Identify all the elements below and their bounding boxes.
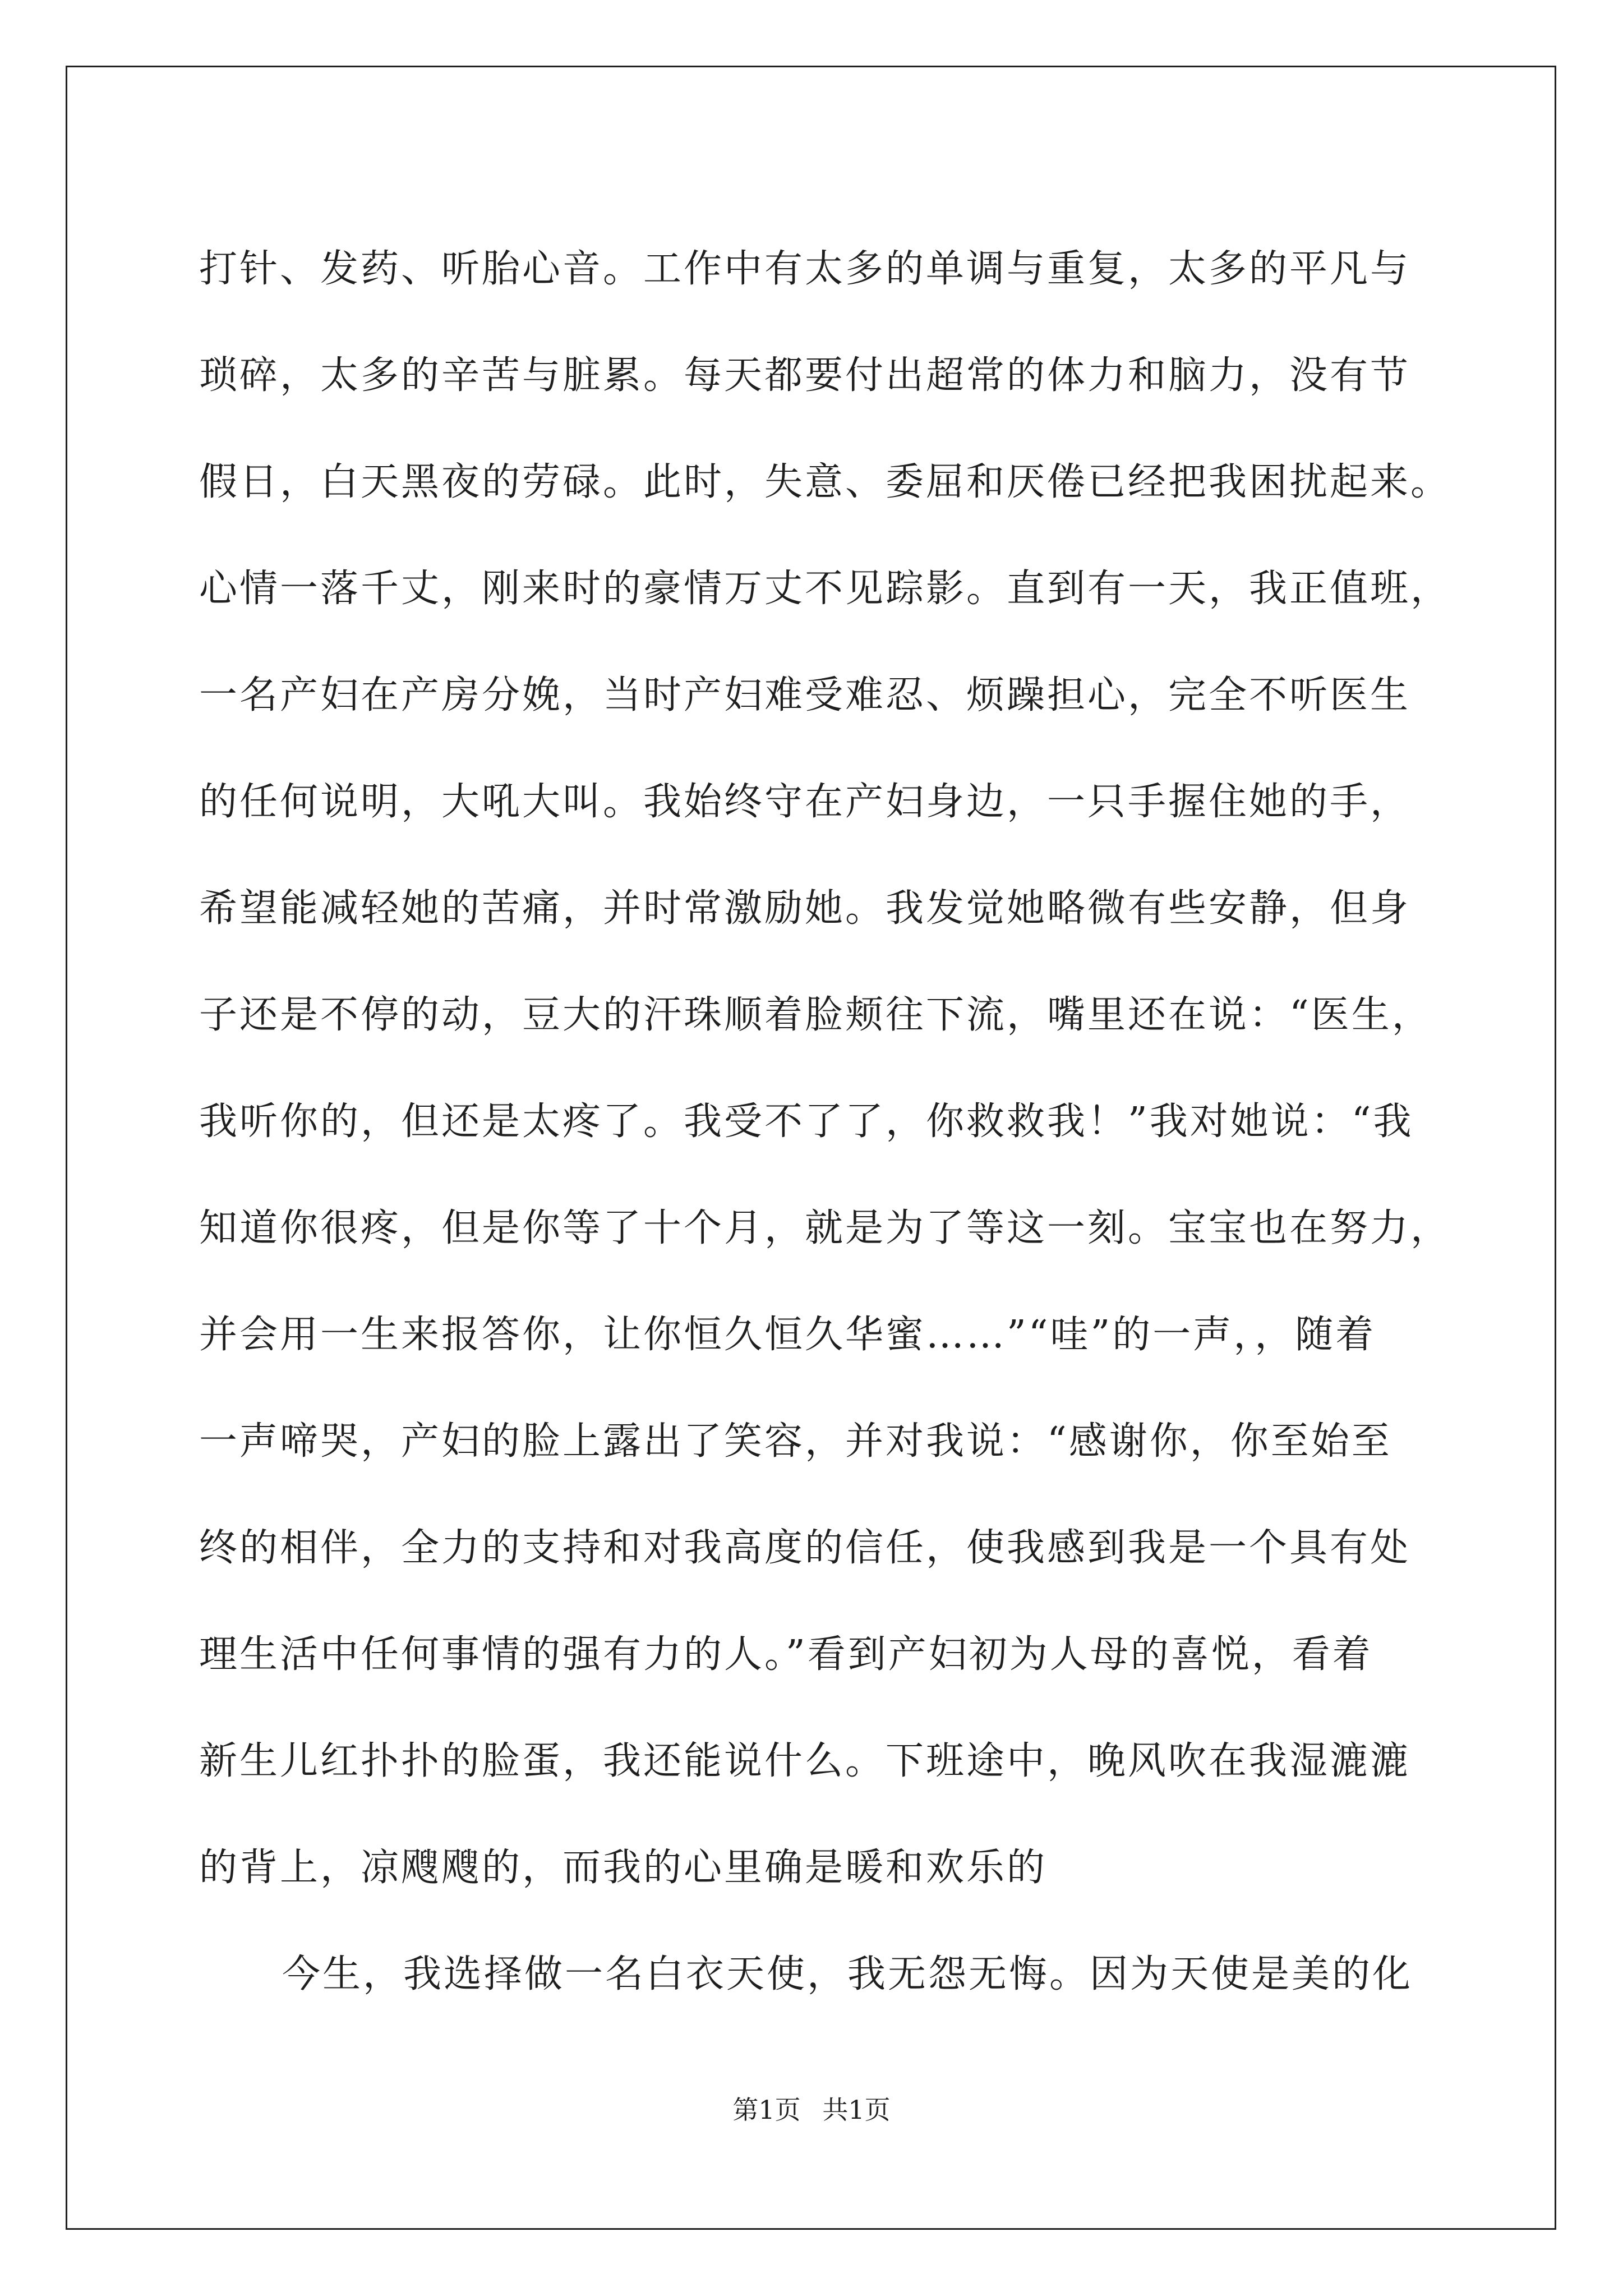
paragraph-start-line: 今生，我选择做一名白衣天使，我无怨无悔。因为天使是美的化	[282, 1952, 1413, 1996]
text-line: 知道你很疼，但是你等了十个月，就是为了等这一刻。宝宝也在努力，	[199, 1206, 1451, 1250]
text-line: 希望能减轻她的苦痛，并时常激励她。我发觉她略微有些安静，但身	[199, 886, 1411, 931]
text-line: 琐碎，太多的辛苦与脏累。每天都要付出超常的体力和脑力，没有节	[199, 353, 1411, 398]
text-line: 的背上，凉飕飕的，而我的心里确是暖和欢乐的	[199, 1846, 1048, 1890]
text-line: 并会用一生来报答你，让你恒久恒久华蜜……”“哇”的一声，，随着	[199, 1313, 1376, 1357]
text-line: 我听你的，但还是太疼了。我受不了了，你救救我！”我对她说：“我	[199, 1099, 1414, 1144]
page-total: 共1页	[822, 2095, 891, 2125]
text-line: 子还是不停的动，豆大的汗珠顺着脸颊往下流，嘴里还在说：“医生，	[199, 993, 1432, 1037]
text-line: 打针、发药、听胎心音。工作中有太多的单调与重复，太多的平凡与	[199, 247, 1411, 291]
text-line: 一声啼哭，产妇的脸上露出了笑容，并对我说：“感谢你，你至始至	[199, 1419, 1392, 1464]
page-footer	[0, 2090, 1623, 2127]
text-line: 新生儿红扑扑的脸蛋，我还能说什么。下班途中，晚风吹在我湿漉漉	[199, 1739, 1411, 1783]
page-number: 第1页	[732, 2095, 801, 2125]
text-line: 心情一落千丈，刚来时的豪情万丈不见踪影。直到有一天，我正值班，	[199, 567, 1451, 611]
text-line: 一名产妇在产房分娩，当时产妇难受难忍、烦躁担心，完全不听医生	[199, 673, 1411, 717]
text-line: 终的相伴，全力的支持和对我高度的信任，使我感到我是一个具有处	[199, 1526, 1411, 1570]
text-line: 的任何说明，大吼大叫。我始终守在产妇身边，一只手握住她的手，	[199, 780, 1411, 824]
text-line: 假日，白天黑夜的劳碌。此时，失意、委屈和厌倦已经把我困扰起来。	[199, 460, 1451, 504]
text-line: 理生活中任何事情的强有力的人。”看到产妇初为人母的喜悦，看着	[199, 1632, 1373, 1677]
document-body	[199, 216, 1451, 2028]
